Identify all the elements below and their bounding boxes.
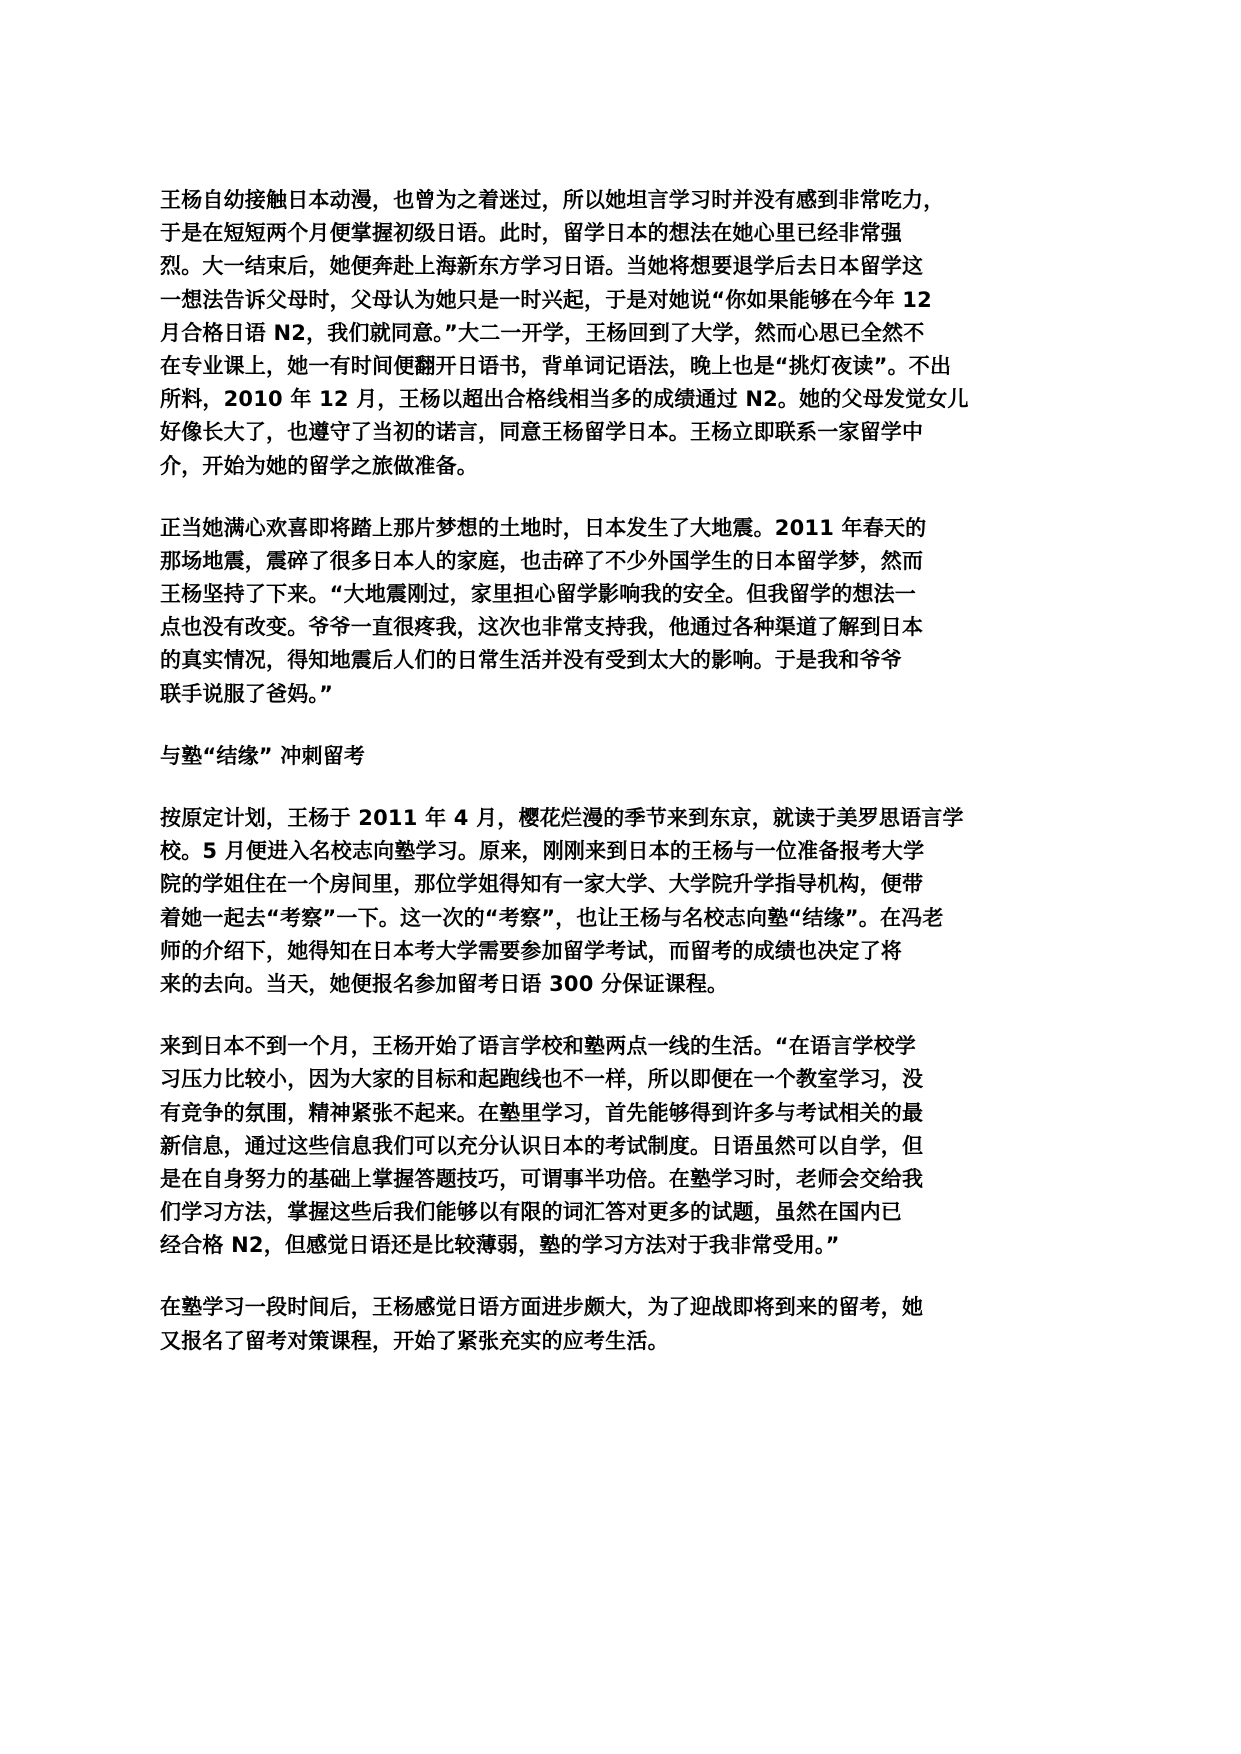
text-line: 所料，2010 年 12 月，王杨以超出合格线相当多的成绩通过 N2。她的父母发觉女儿 [160,387,969,412]
text-line: 校。5 月便进入名校志向塾学习。原来，刚刚来到日本的王杨与一位准备报考大学 [160,839,925,864]
text-line: 的真实情况，得知地震后人们的日常生活并没有受到太大的影响。于是我和爷爷 [160,648,902,673]
text-line: 一想法告诉父母时，父母认为她只是一时兴起，于是对她说“你如果能够在今年 12 [160,287,932,312]
text-line: 好像长大了，也遵守了当初的诺言，同意王杨留学日本。王杨立即联系一家留学中 [160,420,924,445]
section-heading: 与塾“结缘” 冲刺留考 [160,743,366,768]
text-line: 们学习方法，掌握这些后我们能够以有限的词汇答对更多的试题，虽然在国内已 [160,1200,902,1225]
text-line: 联手说服了爸妈。” [160,681,334,706]
paragraph-1 [160,184,980,483]
text-line: 院的学姐住在一个房间里，那位学姐得知有一家大学、大学院升学指导机构，便带 [160,872,924,897]
section-heading-block [160,740,980,773]
text-line: 介，开始为她的留学之旅做准备。 [160,453,478,478]
paragraph-2 [160,512,980,711]
text-line: 经合格 N2，但感觉日语还是比较薄弱，塾的学习方法对于我非常受用。” [160,1233,840,1258]
paragraph-4 [160,1030,980,1262]
text-line: 是在自身努力的基础上掌握答题技巧，可谓事半功倍。在塾学习时，老师会交给我 [160,1166,924,1191]
text-line: 在专业课上，她一有时间便翻开日语书，背单词记语法，晚上也是“挑灯夜读”。不出 [160,353,952,378]
text-line: 于是在短短两个月便掌握初级日语。此时，留学日本的想法在她心里已经非常强 [160,221,902,246]
text-line: 烈。大一结束后，她便奔赴上海新东方学习日语。当她将想要退学后去日本留学这 [160,254,924,279]
paragraph-3 [160,802,980,1001]
text-line: 正当她满心欢喜即将踏上那片梦想的土地时，日本发生了大地震。2011 年春天的 [160,515,927,540]
paragraph-5 [160,1291,980,1357]
text-line: 新信息，通过这些信息我们可以充分认识日本的考试制度。日语虽然可以自学，但 [160,1133,924,1158]
document-body [160,184,980,1387]
text-line: 王杨坚持了下来。“大地震刚过，家里担心留学影响我的安全。但我留学的想法一 [160,582,916,607]
text-line: 习压力比较小，因为大家的目标和起跑线也不一样，所以即便在一个教室学习，没 [160,1067,924,1092]
text-line: 月合格日语 N2，我们就同意。”大二一开学，王杨回到了大学，然而心思已全然不 [160,320,925,345]
text-line: 有竞争的氛围，精神紧张不起来。在塾里学习，首先能够得到许多与考试相关的最 [160,1100,924,1125]
text-line: 王杨自幼接触日本动漫，也曾为之着迷过，所以她坦言学习时并没有感到非常吃力， [160,188,945,212]
text-line: 来的去向。当天，她便报名参加留考日语 300 分保证课程。 [160,971,729,996]
text-line: 来到日本不到一个月，王杨开始了语言学校和塾两点一线的生活。“在语言学校学 [160,1034,916,1059]
text-line: 又报名了留考对策课程，开始了紧张充实的应考生活。 [160,1328,669,1353]
text-line: 点也没有改变。爷爷一直很疼我，这次也非常支持我，他通过各种渠道了解到日本 [160,615,924,640]
text-line: 师的介绍下，她得知在日本考大学需要参加留学考试，而留考的成绩也决定了将 [160,938,902,963]
text-line: 那场地震，震碎了很多日本人的家庭，也击碎了不少外国学生的日本留学梦，然而 [160,548,924,573]
text-line: 按原定计划，王杨于 2011 年 4 月，樱花烂漫的季节来到东京，就读于美罗思语言学 [160,806,964,830]
text-line: 在塾学习一段时间后，王杨感觉日语方面进步颇大，为了迎战即将到来的留考，她 [160,1295,924,1320]
text-line: 着她一起去“考察”一下。这一次的“考察”，也让王杨与名校志向塾“结缘”。在冯老 [160,905,944,930]
